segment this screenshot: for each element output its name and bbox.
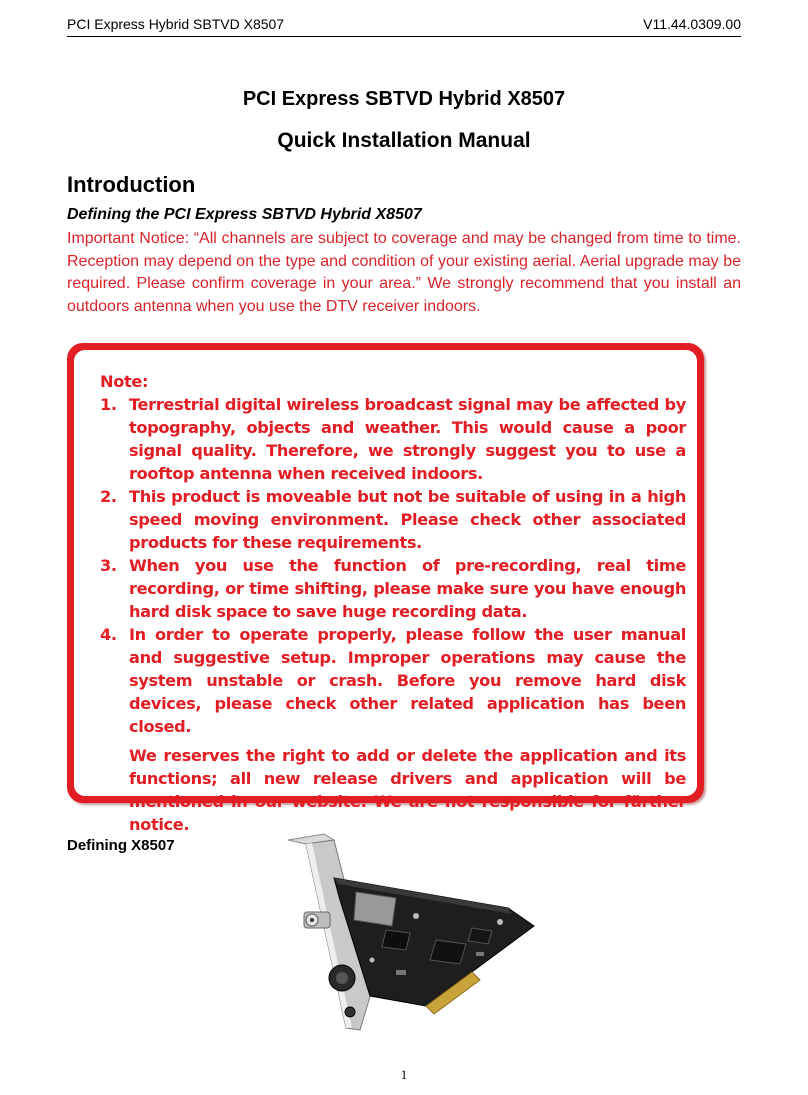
note-item-text: This product is moveable but not be suitable of using in a high speed moving environment. Please check other associated products for these requirements.: [129, 487, 686, 552]
note-disclaimer: We reserves the right to add or delete the application and its functions; all new release drivers and application will be mentioned in our website. We are not responsible for fürther notice.: [129, 746, 686, 834]
section-subheading: Defining the PCI Express SBTVD Hybrid X8507: [67, 206, 422, 223]
header-product-name: PCI Express Hybrid SBTVD X8507: [67, 16, 285, 32]
page-number: 1: [400, 1067, 408, 1082]
note-item-text: In order to operate properly, please follow the user manual and suggestive setup. Improper operations may cause the system unstable or crash. Before you remove hard disk devices, please check other related application has been closed.: [129, 625, 686, 736]
note-item: [100, 485, 686, 554]
note-box-inner: [74, 350, 697, 834]
defining-x8507-heading: Defining X8507: [67, 837, 175, 854]
note-title: Note:: [100, 372, 149, 391]
note-item-text: Terrestrial digital wireless broadcast signal may be affected by topography, objects and weather. This would cause a poor signal quality. Therefore, we strongly suggest you to use a rooftop antenna when received indoors.: [129, 395, 686, 483]
note-item: [100, 623, 686, 738]
note-item: [100, 554, 686, 623]
page-header: [67, 14, 741, 37]
note-content: [100, 370, 686, 836]
header-version: V11.44.0309.00: [643, 16, 741, 32]
important-notice-paragraph: Important Notice: “All channels are subject to coverage and may be changed from time to time. Reception may depend on the type and condition of your existing aerial. Aerial upgrade may be required. Please confirm coverage in your area.” We strongly recommend that you install an outdoors antenna when you use the DTV receiver indoors.: [67, 230, 741, 315]
note-item: [100, 393, 686, 485]
note-item-number: 4.: [100, 625, 117, 644]
note-box: [67, 343, 704, 834]
note-item-number: 1.: [100, 395, 117, 414]
document-title: PCI Express SBTVD Hybrid X8507: [242, 88, 566, 110]
note-item-number: 2.: [100, 487, 117, 506]
document-subtitle: Quick Installation Manual: [277, 129, 531, 152]
note-item-text: When you use the function of pre-recording, real time recording, or time shifting, please make sure you have enough hard disk space to save huge recording data.: [129, 556, 686, 621]
section-heading-introduction: Introduction: [67, 172, 196, 197]
tv-tuner-card-image: [276, 830, 548, 1050]
note-item-number: 3.: [100, 556, 117, 575]
